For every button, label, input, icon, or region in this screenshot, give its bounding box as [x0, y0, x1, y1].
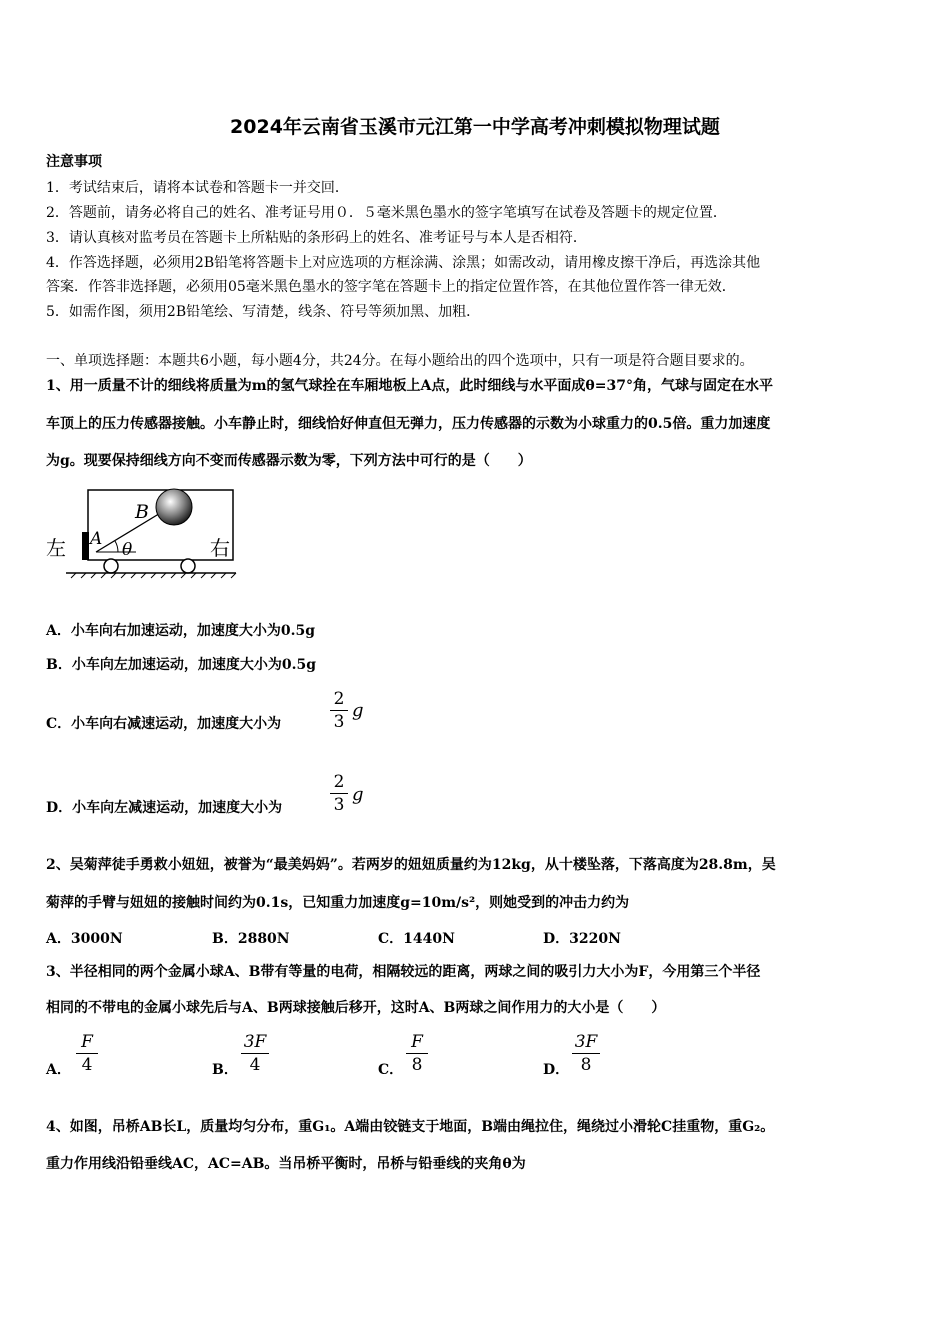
- notice-heading: 注意事项: [46, 154, 102, 170]
- fraction-denominator: 4: [249, 1055, 261, 1075]
- q1-option-d: D．小车向左减速运动，加速度大小为: [46, 800, 283, 816]
- wheel-left: [104, 559, 118, 573]
- q3-option-a-fraction: [76, 1033, 98, 1074]
- notice-item: 1．考试结束后，请将本试卷和答题卡一并交回．: [46, 180, 349, 196]
- notice-item: 答案．作答非选择题，必须用05毫米黑色墨水的签字笔在答题卡上的指定位置作答，在其他位置作答一律无效．: [46, 279, 736, 295]
- fraction-denominator: 8: [411, 1055, 423, 1075]
- label-left: 左: [46, 536, 66, 560]
- q3-option-b-label: B．: [212, 1062, 238, 1078]
- q1-option-a: A．小车向右加速运动，加速度大小为0.5g: [46, 623, 316, 639]
- fraction-denominator: 3: [333, 795, 345, 815]
- q2-line: 2、吴菊萍徒手勇救小妞妞，被誉为“最美妈妈”。若两岁的妞妞质量约为12kg，从十楼坠落，下落高度为28.8m，吴: [46, 857, 776, 873]
- fixed-wall: [82, 532, 89, 560]
- q4-line: 4、如图，吊桥AB长L，质量均匀分布，重G₁。A端由铰链支于地面，B端由绳拉住，绳绕过小滑轮C挂重物，重G₂。: [46, 1119, 775, 1135]
- q1-line: 车顶上的压力传感器接触。小车静止时，细线恰好伸直但无弹力，压力传感器的示数为小球重力的0.5倍。重力加速度: [46, 416, 771, 432]
- q1-line: 为g。现要保持细线方向不变而传感器示数为零，下列方法中可行的是（ ）: [46, 453, 532, 469]
- fraction-denominator: 3: [333, 712, 345, 732]
- wheel-right: [181, 559, 195, 573]
- fraction-denominator: 4: [81, 1055, 93, 1075]
- fraction-denominator: 8: [580, 1055, 592, 1075]
- q3-option-b-fraction: [241, 1033, 269, 1074]
- q3-option-c-fraction: [406, 1033, 428, 1074]
- fraction-numerator: 3F: [243, 1032, 267, 1052]
- notice-item: 3．请认真核对监考员在答题卡上所粘贴的条形码上的姓名、准考证号与本人是否相符．: [46, 230, 587, 246]
- fraction-numerator: 2: [333, 772, 345, 792]
- notice-item: 2．答题前，请务必将自己的姓名、准考证号用０．５毫米黑色墨水的签字笔填写在试卷及答题卡的规定位置．: [46, 205, 727, 221]
- notice-item: 5．如需作图，须用2B铅笔绘、写清楚，线条、符号等须加黑、加粗．: [46, 304, 481, 320]
- q1-car-figure: [46, 482, 241, 582]
- label-theta: θ: [122, 540, 133, 560]
- label-right: 右: [210, 536, 230, 560]
- notice-item: 4．作答选择题，必须用2B铅笔将答题卡上对应选项的方框涂满、涂黑；如需改动，请用橡皮擦干净后，再选涂其他: [46, 255, 761, 271]
- q1-option-c-fraction: [330, 690, 348, 731]
- section-heading: 一、单项选择题：本题共6小题，每小题4分，共24分。在每小题给出的四个选项中，只有一项是符合题目要求的。: [46, 353, 754, 369]
- q3-option-a-label: A．: [46, 1062, 71, 1078]
- label-B: B: [135, 501, 149, 523]
- q1-option-d-fraction: [330, 773, 348, 814]
- q2-option-a: A．3000N: [46, 931, 123, 947]
- q4-line: 重力作用线沿铅垂线AC，AC=AB。当吊桥平衡时，吊桥与铅垂线的夹角θ为: [46, 1156, 526, 1172]
- q1-option-d-unit: g: [352, 784, 364, 805]
- label-A: A: [90, 529, 103, 549]
- q3-option-d-fraction: [572, 1033, 600, 1074]
- q3-line: 3、半径相同的两个金属小球A、B带有等量的电荷，相隔较远的距离，两球之间的吸引力大小为F，今用第三个半径: [46, 964, 761, 980]
- q3-option-c-label: C．: [378, 1062, 404, 1078]
- q3-line: 相同的不带电的金属小球先后与A、B两球接触后移开，这时A、B两球之间作用力的大小是（ ）: [46, 1000, 666, 1016]
- fraction-numerator: 3F: [574, 1032, 598, 1052]
- page-title: 2024年云南省玉溪市元江第一中学高考冲刺模拟物理试题: [230, 116, 720, 138]
- q2-option-c: C．1440N: [378, 931, 455, 947]
- q1-option-c: C．小车向右减速运动，加速度大小为: [46, 716, 282, 732]
- fraction-numerator: F: [81, 1032, 93, 1052]
- q1-option-b: B．小车向左加速运动，加速度大小为0.5g: [46, 657, 316, 673]
- angle-arc: [115, 541, 118, 552]
- q2-option-d: D．3220N: [543, 931, 621, 947]
- fraction-numerator: 2: [333, 689, 345, 709]
- q3-option-d-label: D．: [543, 1062, 570, 1078]
- q1-option-c-unit: g: [352, 700, 364, 721]
- q2-line: 菊萍的手臂与妞妞的接触时间约为0.1s，已知重力加速度g=10m/s²，则她受到的冲击力约为: [46, 895, 630, 911]
- fraction-numerator: F: [411, 1032, 423, 1052]
- q2-option-b: B．2880N: [212, 931, 290, 947]
- balloon: [156, 489, 192, 525]
- q1-line: 1、用一质量不计的细线将质量为m的氢气球拴在车厢地板上A点，此时细线与水平面成θ=37°角，气球与固定在水平: [46, 378, 773, 394]
